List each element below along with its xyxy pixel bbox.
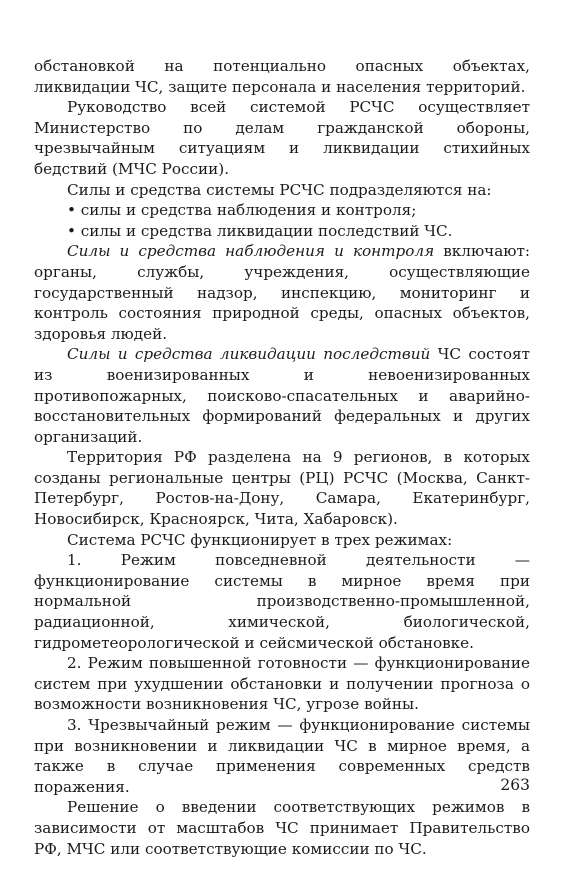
paragraph-mode-emergency: 3. Чрезвычайный режим — функционирование системы при возникновении и ликвидации ЧС в мирное время, а также в случае применения современных средств поражения.: [34, 716, 530, 796]
observation-forces-definition: включают: органы, службы, учреждения, осуществляющие государственный надзор, инспекцию, мониторинг и контроль состояния природной среды, опасных объектов, здоровья людей.: [34, 242, 530, 343]
paragraph-intro-continuation: обстановкой на потенциально опасных объектах, ликвидации ЧС, защите персонала и населения территорий.: [34, 57, 530, 96]
bullet-observation-forces: • силы и средства наблюдения и контроля;: [67, 201, 417, 220]
page-body: [34, 56, 530, 859]
paragraph-mode-high-alert: 2. Режим повышенной готовности — функционирование систем при ухудшении обстановки и получении прогноза о возможности возникновения ЧС, угрозе войны.: [34, 654, 530, 714]
bullet-liquidation-forces: • силы и средства ликвидации последствий ЧС.: [67, 221, 453, 240]
paragraph-mode-daily: 1. Режим повседневной деятельности — функционирование системы в мирное время при нормальной производственно-промышленной, радиационной, химической, биологической, гидрометеорологической и сейсмической обстановке.: [34, 551, 530, 652]
page-number: 263: [500, 776, 530, 794]
liquidation-forces-term: Силы и средства ликвидации последствий: [67, 345, 431, 364]
paragraph-forces-division: Силы и средства системы РСЧС подразделяются на:: [67, 180, 492, 199]
paragraph-modes-intro: Система РСЧС функционирует в трех режимах:: [67, 530, 453, 549]
paragraph-regions: Территория РФ разделена на 9 регионов, в которых созданы региональные центры (РЦ) РСЧС (Москва, Санкт-Петербург, Ростов-на-Дону, Самара, Екатеринбург, Новосибирск, Красноярск, Чита, Хабаровск).: [34, 448, 530, 529]
liquidation-forces-definition: ЧС состоят из военизированных и невоенизированных противопожарных, поисково-спасательных и аварийно-восстановительных формирований федеральных и других организаций.: [34, 345, 531, 446]
paragraph-mchs-leadership: Руководство всей системой РСЧС осуществляет Министерство по делам гражданской обороны, чрезвычайным ситуациям и ликвидации стихийных бедствий (МЧС России).: [34, 98, 530, 178]
paragraph-liquidation-forces: [34, 344, 530, 447]
observation-forces-term: Силы и средства наблюдения и контроля: [67, 242, 435, 261]
paragraph-observation-forces: [34, 241, 530, 344]
paragraph-mode-decision: Решение о введении соответствующих режимов в зависимости от масштабов ЧС принимает Правительство РФ, МЧС или соответствующие комиссии по ЧС.: [34, 798, 530, 858]
